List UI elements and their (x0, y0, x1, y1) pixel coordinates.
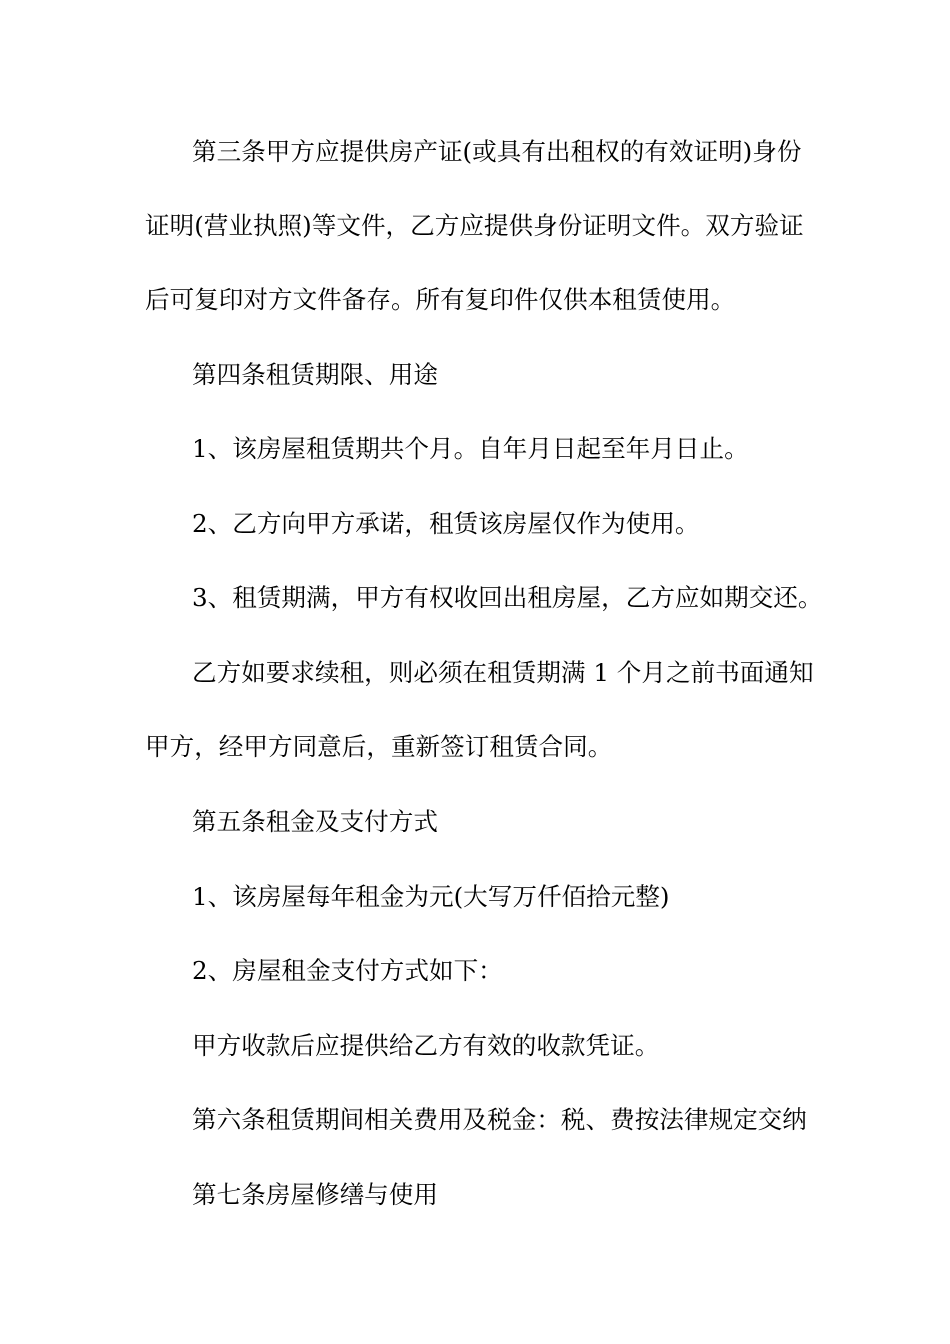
article-3-line-2: 证明(营业执照)等文件，乙方应提供身份证明文件。双方验证 (145, 211, 804, 240)
article-3-line-3: 后可复印对方文件备存。所有复印件仅供本租赁使用。 (145, 285, 736, 314)
article-3-line-1: 第三条甲方应提供房产证(或具有出租权的有效证明)身份 (192, 137, 802, 166)
article-5-heading: 第五条租金及支付方式 (192, 807, 438, 836)
article-5-item-1: 1、该房屋每年租金为元(大写万仟佰拾元整) (192, 882, 670, 911)
renewal-paragraph-line-1: 乙方如要求续租，则必须在租赁期满 1 个月之前书面通知 (192, 658, 814, 687)
article-6-heading: 第六条租赁期间相关费用及税金：税、费按法律规定交纳 (192, 1105, 807, 1134)
article-4-item-2: 2、乙方向甲方承诺，租赁该房屋仅作为使用。 (192, 509, 700, 538)
renewal-paragraph-line-2: 甲方，经甲方同意后，重新签订租赁合同。 (145, 732, 613, 761)
article-4-heading: 第四条租赁期限、用途 (192, 360, 438, 389)
article-5-item-2: 2、房屋租金支付方式如下： (192, 956, 503, 985)
article-4-item-3: 3、租赁期满，甲方有权收回出租房屋，乙方应如期交还。 (192, 583, 823, 612)
receipt-paragraph: 甲方收款后应提供给乙方有效的收款凭证。 (192, 1031, 660, 1060)
article-7-heading: 第七条房屋修缮与使用 (192, 1180, 438, 1209)
article-4-item-1: 1、该房屋租赁期共个月。自年月日起至年月日止。 (192, 434, 749, 463)
